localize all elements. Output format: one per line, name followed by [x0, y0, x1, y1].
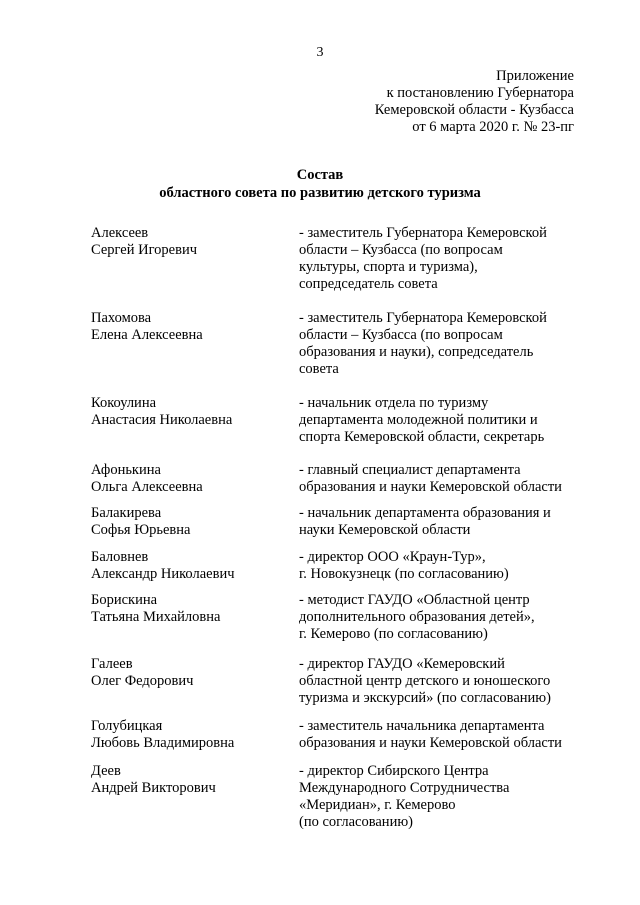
document-title	[0, 166, 640, 202]
member-role: - начальник отдела по туризму департамента молодежной политики и спорта Кемеровской области, секретарь	[299, 395, 545, 445]
member-surname: Баловнев	[91, 549, 149, 565]
member-role: - заместитель Губернатора Кемеровской области – Кузбасса (по вопросам культуры, спорта и туризма), сопредседатель совета	[299, 225, 547, 292]
page-number: 3	[316, 45, 324, 60]
member-row	[91, 505, 591, 539]
member-row	[91, 462, 591, 496]
member-role: - директор Сибирского Центра Международного Сотрудничества «Меридиан», г. Кемерово (по согласованию)	[299, 763, 510, 830]
member-row	[91, 395, 591, 446]
member-role: - методист ГАУДО «Областной центр дополнительного образования детей», г. Кемерово (по согласованию)	[299, 592, 535, 642]
member-name	[91, 505, 299, 539]
title-line-2: областного совета по развитию детского туризма	[159, 185, 481, 201]
member-row	[91, 718, 591, 752]
title-line-1: Состав	[296, 167, 344, 183]
member-given-name: Елена Алексеевна	[91, 327, 203, 343]
member-given-name: Татьяна Михайловна	[91, 609, 221, 625]
member-surname: Галеев	[91, 656, 133, 672]
member-row	[91, 549, 591, 583]
member-name	[91, 225, 299, 293]
member-given-name: Ольга Алексеевна	[91, 479, 203, 495]
member-role: - директор ГАУДО «Кемеровский областной центр детского и юношеского туризма и экскурсий» (по согласованию)	[299, 656, 551, 706]
member-surname: Балакирева	[91, 505, 162, 521]
member-role: - заместитель Губернатора Кемеровской области – Кузбасса (по вопросам образования и науки), сопредседатель совета	[299, 310, 547, 377]
member-row	[91, 592, 591, 643]
member-name	[91, 462, 299, 496]
member-given-name: Любовь Владимировна	[91, 735, 235, 751]
member-row	[91, 763, 591, 831]
appendix-line-2: к постановлению Губернатора	[386, 85, 574, 101]
member-name	[91, 656, 299, 707]
member-surname: Афонькина	[91, 462, 161, 478]
member-row	[91, 310, 591, 378]
member-surname: Пахомова	[91, 310, 152, 326]
member-given-name: Софья Юрьевна	[91, 522, 191, 538]
member-row	[91, 225, 591, 293]
member-surname: Кокоулина	[91, 395, 157, 411]
appendix-line-1: Приложение	[496, 68, 574, 84]
member-name	[91, 549, 299, 583]
appendix-line-4: от 6 марта 2020 г. № 23-пг	[412, 119, 574, 135]
member-name	[91, 718, 299, 752]
appendix-header	[375, 68, 574, 136]
members-list	[91, 225, 591, 831]
member-name	[91, 395, 299, 446]
member-name	[91, 592, 299, 643]
member-surname: Деев	[91, 763, 121, 779]
member-given-name: Андрей Викторович	[91, 780, 216, 796]
member-surname: Борискина	[91, 592, 158, 608]
member-given-name: Сергей Игоревич	[91, 242, 198, 258]
appendix-line-3: Кемеровской области - Кузбасса	[374, 102, 574, 118]
member-role: - начальник департамента образования и науки Кемеровской области	[299, 505, 551, 538]
member-name	[91, 310, 299, 378]
member-given-name: Олег Федорович	[91, 673, 194, 689]
member-surname: Голубицкая	[91, 718, 163, 734]
member-name	[91, 763, 299, 831]
member-row	[91, 656, 591, 707]
member-role: - главный специалист департамента образования и науки Кемеровской области	[299, 462, 562, 495]
member-given-name: Александр Николаевич	[91, 566, 235, 582]
member-role: - заместитель начальника департамента образования и науки Кемеровской области	[299, 718, 562, 751]
member-surname: Алексеев	[91, 225, 149, 241]
member-role: - директор ООО «Краун-Тур», г. Новокузнецк (по согласованию)	[299, 549, 509, 582]
member-given-name: Анастасия Николаевна	[91, 412, 233, 428]
